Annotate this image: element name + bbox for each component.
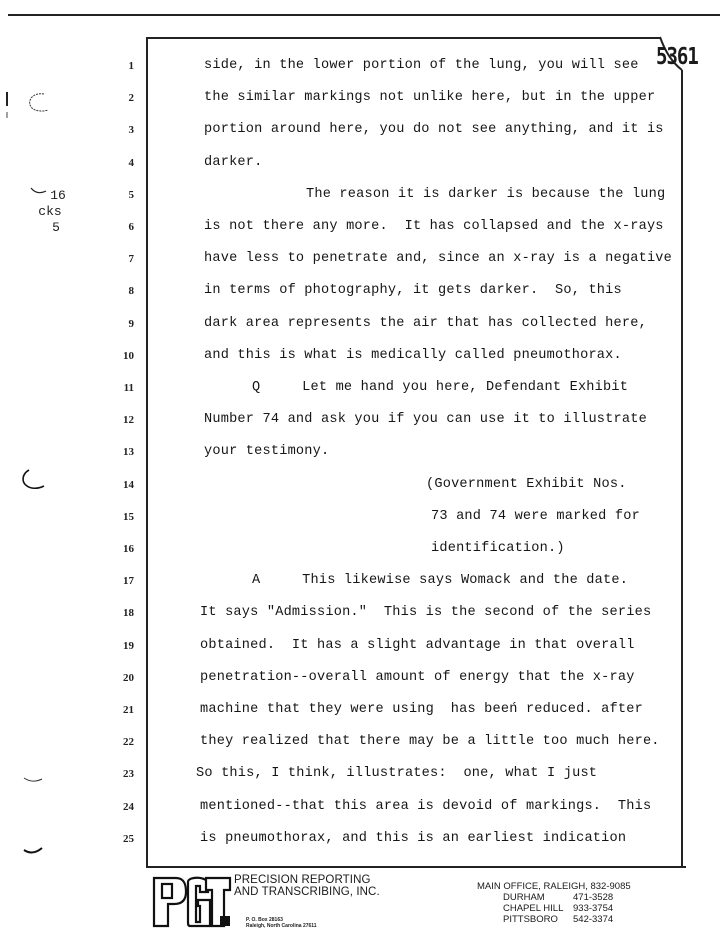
- transcript-line: is pneumothorax, and this is an earliest indication: [200, 830, 627, 846]
- frame-top-border: [146, 37, 660, 39]
- margin-note-line1: 16: [50, 188, 66, 203]
- line-number: 23: [123, 768, 134, 781]
- company-line1: PRECISION REPORTING: [234, 874, 371, 886]
- line-number: 20: [123, 671, 134, 684]
- transcript-line: 73 and 74 were marked for: [431, 508, 640, 524]
- office-listing: [477, 881, 631, 925]
- line-number: 7: [128, 253, 134, 266]
- transcript-line: is not there any more. It has collapsed and the x-rays: [204, 219, 664, 234]
- office-row: [503, 914, 631, 925]
- line-number: 13: [123, 446, 134, 459]
- margin-check-mark: [30, 186, 50, 198]
- transcript-line: Number 74 and ask you if you can use it to illustrate: [204, 412, 647, 428]
- company-name: [234, 874, 380, 898]
- transcript-line: darker.: [204, 154, 263, 170]
- page-number: 5361: [656, 43, 698, 71]
- transcript-line: It says "Admission." This is the second of the series: [200, 605, 652, 621]
- office-phone: 933-3754: [573, 903, 614, 914]
- transcript-line: portion around here, you do not see anything, and it is: [204, 122, 664, 138]
- transcript-line: dark area represents the air that has collected here,: [204, 315, 647, 331]
- transcript-line: have less to penetrate and, since an x-ray is a negative: [204, 251, 673, 267]
- line-number: 19: [123, 639, 134, 652]
- line-number: 12: [123, 414, 134, 427]
- transcript-line: the similar markings not unlike here, but in the upper: [204, 90, 656, 106]
- line-number: 11: [123, 382, 134, 394]
- transcript-line: your testimony.: [204, 444, 330, 460]
- top-rule: [8, 14, 720, 16]
- line-number: 16: [123, 543, 134, 555]
- line-number: 18: [123, 607, 134, 620]
- line-number: 22: [123, 736, 134, 749]
- main-office: MAIN OFFICE, RALEIGH, 832-9085: [477, 881, 631, 892]
- line-number: 4: [128, 156, 134, 169]
- office-row: [503, 892, 631, 903]
- transcript-line: Q Let me hand you here, Defendant Exhibit: [252, 380, 629, 395]
- line-number: 1: [128, 60, 134, 72]
- address-line1: P. O. Box 28163: [246, 917, 283, 923]
- binding-hole-mark: [22, 776, 46, 786]
- office-city: PITTSBORO: [503, 914, 558, 925]
- transcript-line: penetration--overall amount of energy that the x-ray: [200, 669, 635, 685]
- transcript-line: side, in the lower portion of the lung, you will see: [204, 58, 639, 73]
- line-number: 10: [123, 349, 134, 362]
- line-number: 25: [123, 832, 134, 845]
- transcript-line: machine that they were using has beeń reduced. after: [200, 702, 643, 717]
- transcript-line: The reason it is darker is because the lung: [306, 186, 666, 202]
- address-line2: Raleigh, North Carolina 27611: [246, 923, 317, 929]
- office-row: [503, 903, 631, 914]
- transcript-line: and this is what is medically called pneumothorax.: [204, 347, 622, 363]
- line-number: 17: [123, 575, 134, 588]
- transcript-line: A This likewise says Womack and the date.: [252, 573, 629, 589]
- transcript-line: So this, I think, illustrates: one, what I just: [196, 766, 598, 782]
- line-number: 6: [128, 221, 134, 233]
- transcript-line: identification.): [431, 541, 565, 556]
- company-line2: AND TRANSCRIBING, INC.: [234, 886, 380, 898]
- office-city: DURHAM: [503, 892, 545, 903]
- transcript-line: in terms of photography, it gets darker. So, this: [204, 283, 622, 299]
- line-number: 3: [128, 124, 134, 137]
- margin-note-line2: cks: [38, 204, 62, 219]
- line-number: 5: [128, 188, 134, 201]
- line-number: 14: [123, 478, 134, 491]
- margin-note-line3: 5: [52, 220, 60, 235]
- office-city: CHAPEL HILL: [503, 903, 564, 914]
- transcript-line: they realized that there may be a little too much here.: [200, 734, 660, 750]
- binding-hole-mark: [22, 846, 46, 858]
- company-address: [246, 917, 317, 929]
- transcript-line: obtained. It has a slight advantage in that overall: [200, 637, 635, 653]
- transcript-line: (Government Exhibit Nos.: [426, 476, 627, 492]
- line-number: 21: [123, 704, 134, 716]
- binding-hole-mark: [4, 88, 54, 128]
- line-number: 8: [128, 285, 134, 298]
- line-number: 2: [128, 92, 134, 105]
- office-phone: 542-3374: [573, 914, 614, 925]
- binding-hole-mark: [18, 466, 48, 496]
- frame-right-border: [681, 70, 683, 868]
- line-number: 24: [123, 800, 134, 813]
- line-number: 9: [128, 317, 134, 330]
- transcript-line: mentioned--that this area is devoid of markings. This: [200, 798, 652, 814]
- line-number: 15: [123, 510, 134, 523]
- pt-logo: [148, 872, 232, 932]
- office-phone: 471-3528: [573, 892, 614, 903]
